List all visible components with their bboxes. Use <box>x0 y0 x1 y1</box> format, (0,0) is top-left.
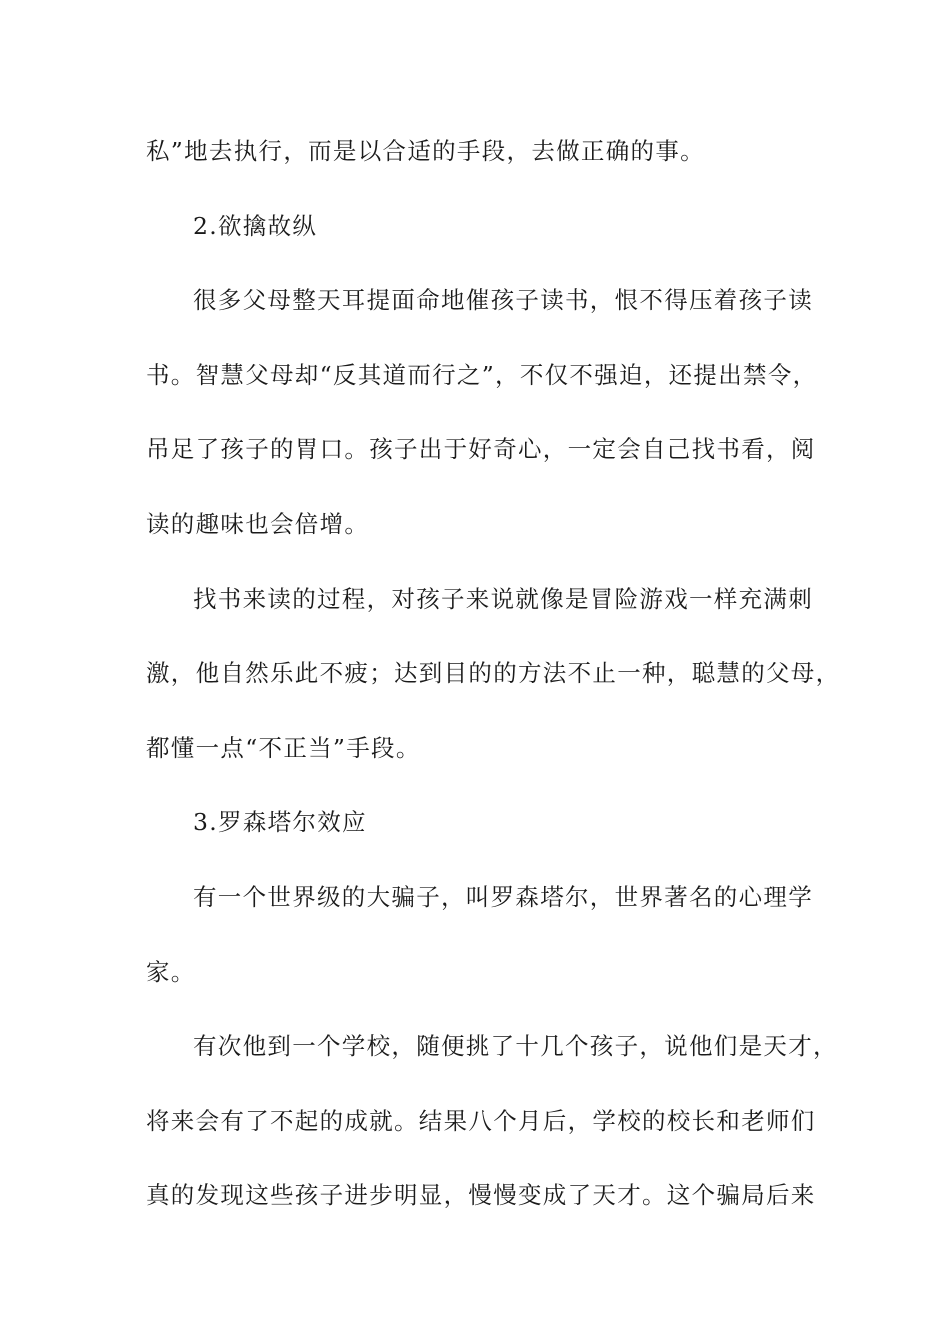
paragraph-line: 家。 <box>146 957 196 986</box>
paragraph-line: 私”地去执行，而是以合适的手段，去做正确的事。 <box>146 137 705 165</box>
section-heading: 2.欲擒故纵 <box>193 211 318 240</box>
paragraph-line: 激，他自然乐此不疲；达到目的的方法不止一种，聪慧的父母， <box>146 659 841 688</box>
paragraph-line: 书。智慧父母却“反其道而行之”，不仅不强迫，还提出禁令， <box>146 360 818 389</box>
paragraph-line: 将来会有了不起的成就。结果八个月后，学校的校长和老师们 <box>146 1106 816 1135</box>
paragraph-line: 都懂一点“不正当”手段。 <box>146 733 421 762</box>
section-heading: 3.罗森塔尔效应 <box>193 808 367 837</box>
paragraph-line: 真的发现这些孩子进步明显，慢慢变成了天才。这个骗局后来 <box>146 1181 816 1210</box>
paragraph-line: 找书来读的过程，对孩子来说就像是冒险游戏一样充满刺 <box>193 584 813 613</box>
body-text <box>146 131 841 1250</box>
paragraph-line: 读的趣味也会倍增。 <box>146 509 370 538</box>
paragraph-line: 有次他到一个学校，随便挑了十几个孩子，说他们是天才， <box>193 1032 838 1061</box>
paragraph-line: 有一个世界级的大骗子，叫罗森塔尔，世界著名的心理学 <box>193 882 813 911</box>
paragraph-line: 很多父母整天耳提面命地催孩子读书，恨不得压着孩子读 <box>193 286 813 315</box>
paragraph-line: 吊足了孩子的胃口。孩子出于好奇心，一定会自己找书看，阅 <box>146 435 816 464</box>
